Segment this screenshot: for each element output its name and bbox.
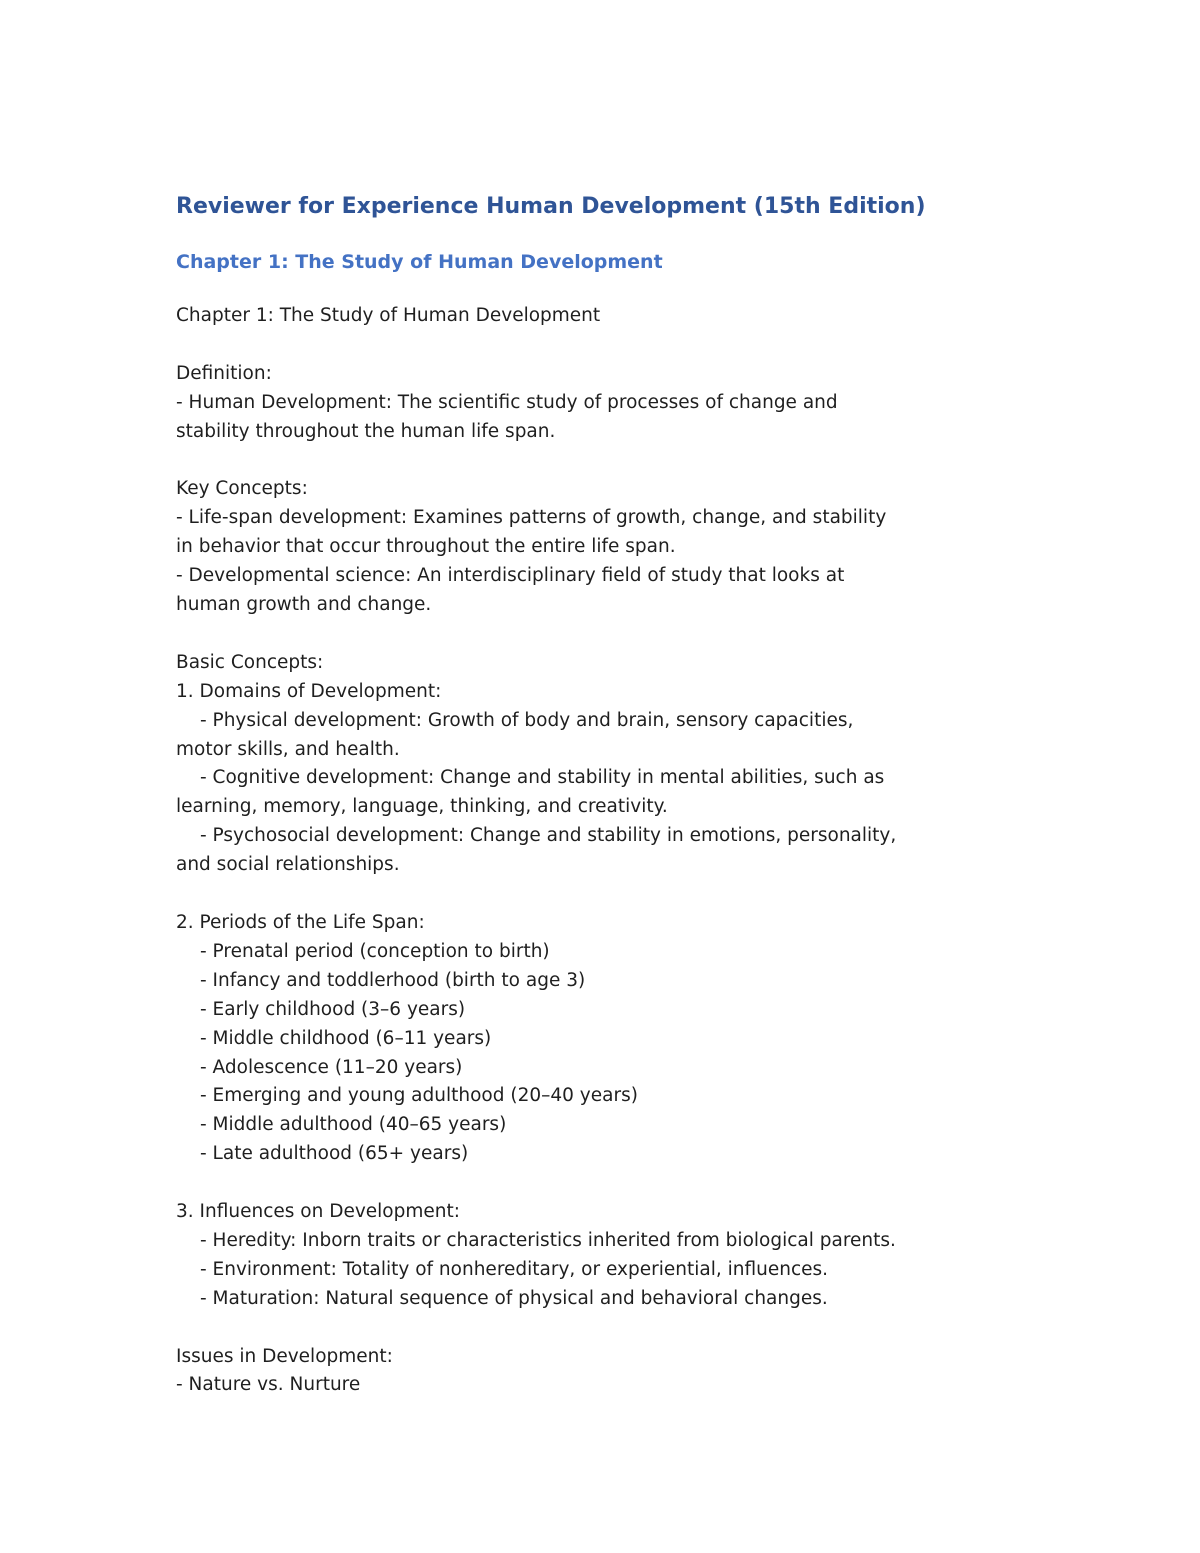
period-item: - Emerging and young adulthood (20–40 years)	[200, 1085, 638, 1107]
basic-concepts-label: Basic Concepts:	[176, 651, 324, 673]
domain-item-continued: learning, memory, language, thinking, and creativity.	[176, 796, 668, 818]
document-page	[176, 188, 1036, 1400]
issue-item: - Nature vs. Nurture	[176, 1374, 361, 1396]
definition-label: Definition:	[176, 362, 272, 384]
domain-item-continued: and social relationships.	[176, 854, 400, 876]
definition-text: stability throughout the human life span.	[176, 420, 556, 442]
document-body	[176, 302, 1036, 1400]
period-item: - Early childhood (3–6 years)	[200, 998, 466, 1020]
spacer	[176, 331, 1036, 360]
key-concepts-label: Key Concepts:	[176, 478, 308, 500]
definition-text: - Human Development: The scientific study of processes of change and	[176, 391, 838, 413]
period-item: - Infancy and toddlerhood (birth to age 3)	[200, 969, 586, 991]
spacer	[176, 447, 1036, 476]
key-concept-text: - Life-span development: Examines patterns of growth, change, and stability	[176, 507, 887, 529]
domain-item: - Psychosocial development: Change and stability in emotions, personality,	[200, 825, 897, 847]
period-item: - Late adulthood (65+ years)	[200, 1143, 469, 1165]
spacer	[176, 620, 1036, 649]
period-item: - Middle adulthood (40–65 years)	[200, 1114, 507, 1136]
period-item: - Adolescence (11–20 years)	[200, 1056, 463, 1078]
domain-item: - Cognitive development: Change and stability in mental abilities, such as	[200, 767, 885, 789]
key-concept-text: human growth and change.	[176, 594, 432, 616]
periods-label: 2. Periods of the Life Span:	[176, 911, 425, 933]
domains-label: 1. Domains of Development:	[176, 680, 442, 702]
intro-line: Chapter 1: The Study of Human Development	[176, 305, 601, 326]
issues-label: Issues in Development:	[176, 1345, 393, 1367]
period-item: - Middle childhood (6–11 years)	[200, 1027, 492, 1049]
period-item: - Prenatal period (conception to birth)	[200, 940, 550, 962]
influence-item: - Environment: Totality of nonhereditary, or experiential, influences.	[200, 1258, 829, 1280]
key-concept-text: - Developmental science: An interdisciplinary field of study that looks at	[176, 565, 845, 587]
domain-item-continued: motor skills, and health.	[176, 738, 400, 760]
domain-item: - Physical development: Growth of body and brain, sensory capacities,	[200, 709, 854, 731]
chapter-heading: Chapter 1: The Study of Human Development	[176, 251, 663, 273]
document-title: Reviewer for Experience Human Development (15th Edition)	[176, 194, 926, 219]
influence-item: - Heredity: Inborn traits or characteristics inherited from biological parents.	[200, 1229, 896, 1251]
influence-item: - Maturation: Natural sequence of physical and behavioral changes.	[200, 1287, 828, 1309]
spacer	[176, 1314, 1036, 1343]
key-concept-text: in behavior that occur throughout the entire life span.	[176, 536, 676, 558]
influences-label: 3. Influences on Development:	[176, 1201, 460, 1223]
spacer	[176, 880, 1036, 909]
spacer	[176, 1169, 1036, 1198]
